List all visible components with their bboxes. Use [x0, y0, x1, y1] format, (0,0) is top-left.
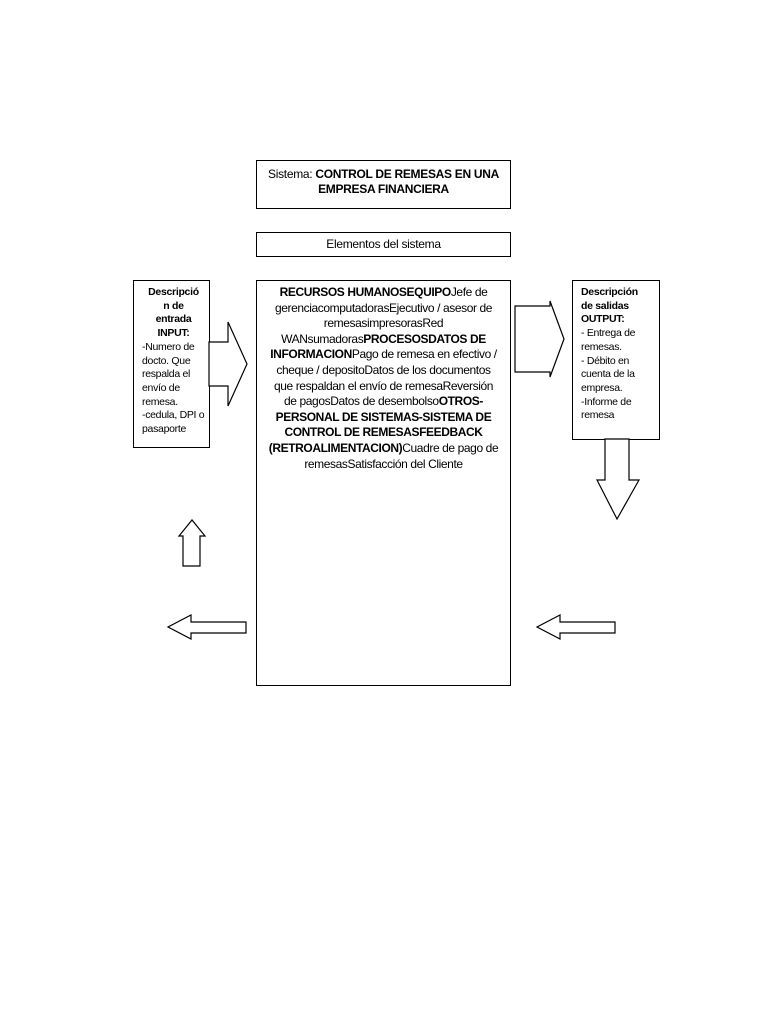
system-to-output-arrow — [514, 300, 568, 380]
segment-feedback: FEEDBACK (RETROALIMENTACION) — [268, 425, 483, 455]
output-heading-line-1: Descripción — [581, 286, 638, 298]
segment-cuadre-pago: Cuadre de pago de remesas — [304, 440, 499, 471]
output-description-box — [572, 280, 660, 440]
segment-datos-documentos: Datos de los documentos que respaldan el envío de remesa — [273, 362, 491, 393]
segment-impresoras: impresoras — [367, 316, 423, 331]
segment-computadoras: computadoras — [317, 300, 390, 315]
input-heading-line-3: entrada — [155, 313, 192, 326]
output-down-arrow — [596, 438, 642, 522]
segment-ejecutivo: Ejecutivo / asesor de remesas — [323, 300, 493, 331]
system-elements-label: Elementos del sistema — [326, 237, 441, 251]
system-title-prefix: Sistema: — [268, 167, 316, 181]
input-to-system-arrow — [208, 320, 250, 408]
input-heading-line-1: Descripció — [148, 286, 199, 298]
output-item: -Informe de remesa — [581, 395, 632, 422]
segment-pago-remesa: Pago de remesa en efectivo / cheque / deposito — [276, 347, 497, 377]
system-title-box — [256, 160, 511, 209]
feedback-left-arrow — [166, 612, 250, 642]
feedback-up-arrow — [178, 518, 208, 570]
input-item: -cedula, DPI o pasaporte — [142, 409, 205, 436]
output-heading-line-3: OUTPUT: — [581, 313, 625, 326]
input-heading-line-4: INPUT: — [157, 327, 190, 340]
segment-procesos: PROCESOS — [363, 331, 429, 346]
segment-equipo: EQUIPO — [406, 285, 451, 299]
segment-sumadoras: sumadoras — [307, 331, 364, 346]
input-item: -Numero de docto. Que respalda el envío de remesa. — [142, 340, 195, 408]
system-elements-box — [256, 232, 511, 257]
segment-recursos-humanos: RECURSOS HUMANOS — [279, 285, 407, 299]
segment-datos-desembolso: Datos de desembolso — [330, 394, 439, 409]
system-elements-content-box — [256, 280, 511, 686]
output-item: - Entrega de remesas. — [581, 327, 636, 353]
segment-datos-informacion: DATOS DE INFORMACION — [270, 331, 486, 362]
segment-reversion-pagos: Reversión de pagos — [284, 378, 494, 409]
input-heading-line-2: n de — [163, 299, 184, 312]
input-description-box — [133, 280, 210, 448]
segment-satisfaccion: Satisfacción del Cliente — [347, 456, 463, 471]
system-title: CONTROL DE REMESAS EN UNA EMPRESA FINANCIERA — [315, 167, 499, 196]
segment-otros-personal: OTROS-PERSONAL DE SISTEMAS-SISTEMA DE CONTROL DE REMESAS — [275, 394, 492, 440]
segment-red-wan: Red WAN — [281, 316, 444, 346]
output-item: - Débito en cuenta de la empresa. — [581, 354, 635, 394]
output-heading-line-2: de salidas — [581, 299, 629, 312]
segment-jefe-gerencia: Jefe de gerencia — [274, 285, 488, 315]
feedback-return-arrow — [535, 612, 619, 642]
